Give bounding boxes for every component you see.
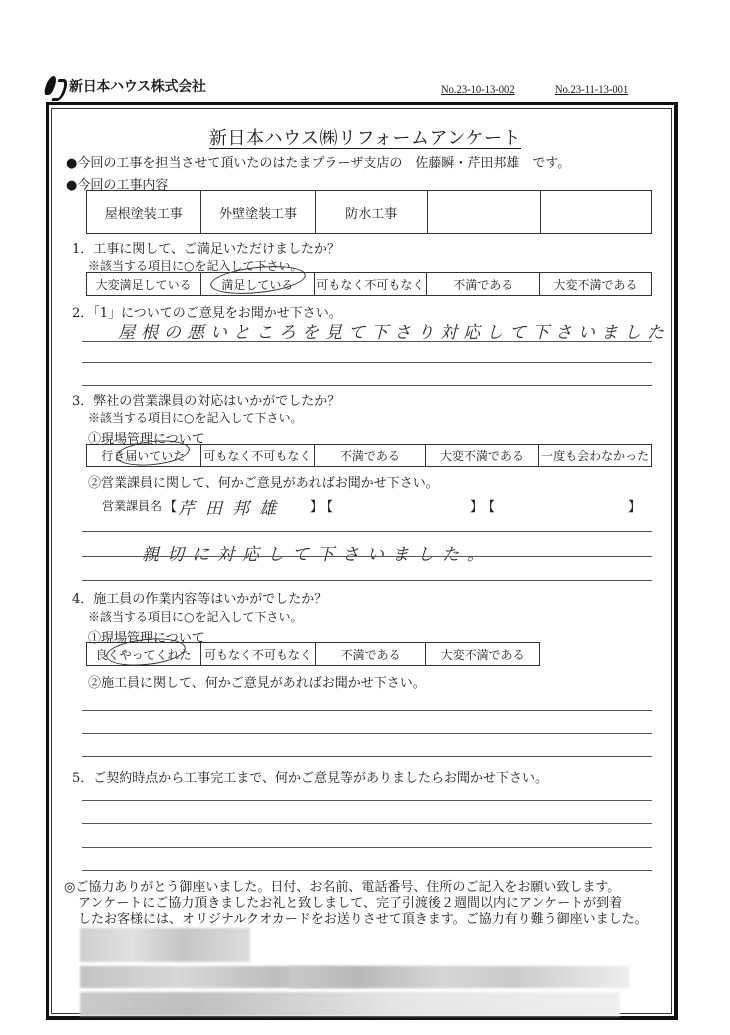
q4-note: ※該当する項目に○を記入して下さい。	[88, 610, 303, 624]
answer-line	[82, 341, 652, 342]
work-item: 外壁塗装工事	[201, 191, 315, 234]
answer-line	[82, 385, 652, 386]
q4-sub2: ②施工員に関して、何かご意見があればお聞かせ下さい。	[88, 676, 426, 691]
bracket-open: 【	[482, 500, 496, 515]
work-item	[427, 191, 540, 234]
doc-number-1: No.23-10-13-002	[441, 82, 515, 96]
work-items-table	[86, 190, 652, 234]
bracket-close: 】	[470, 500, 484, 515]
q1-note: ※該当する項目に○を記入して下さい。	[88, 259, 303, 273]
q4-option-selected[interactable]: 良くやってくれた	[87, 643, 201, 666]
q4-option[interactable]: 可もなく不可もなく	[201, 643, 316, 666]
q2-question: 2．「1」についてのご意見をお聞かせ下さい。	[72, 306, 342, 321]
work-item: 防水工事	[315, 191, 427, 234]
staff-label: 営業課員名	[102, 499, 163, 513]
q1-option[interactable]: 可もなく不可もなく	[314, 273, 427, 296]
q3-note: ※該当する項目に○を記入して下さい。	[88, 411, 303, 425]
bracket-close: 】	[310, 500, 324, 515]
company-logo	[44, 76, 206, 96]
q1-options-table	[86, 272, 652, 296]
footer-line-1: ◎ご協力ありがとう御座いました。日付、お名前、電話番号、住所のご記入をお願い致します。	[64, 880, 621, 895]
company-name: 新日本ハウス株式会社	[69, 79, 206, 95]
logo-mark-icon	[44, 76, 66, 96]
q3-sub1: ①現場管理について	[88, 432, 205, 447]
q2-handwritten-answer: 屋根の悪いところを見て下さり対応して下さいました	[118, 323, 670, 343]
q4-option[interactable]: 大変不満である	[426, 643, 540, 666]
answer-line	[82, 800, 652, 801]
q4-question: 4．施工員の作業内容等はいかがでしたか？	[72, 592, 328, 607]
q3-question: 3．弊社の営業課員の対応はいかがでしたか？	[72, 394, 341, 409]
answer-line	[82, 823, 652, 824]
q5-question: 5．ご契約時点から工事完工まで、何かご意見等がありましたらお聞かせ下さい。	[72, 771, 549, 786]
q3-option[interactable]: 大変不満である	[425, 445, 539, 467]
q1-option[interactable]: 不満である	[427, 273, 540, 296]
work-item: 屋根塗装工事	[87, 191, 201, 234]
q3-option[interactable]: 可もなく不可もなく	[200, 445, 315, 467]
footer-line-2: アンケートにご協力頂きましたお礼と致しまして、完了引渡後２週間以内にアンケートが到着	[78, 896, 623, 911]
q1-question: 1．工事に関して、ご満足いただけましたか？	[72, 242, 341, 257]
q1-option[interactable]: 大変満足している	[87, 273, 201, 296]
q1-option-selected[interactable]: 満足している	[201, 273, 314, 296]
answer-line	[82, 362, 652, 363]
footer-line-3: したお客様には、オリジナルクオカードをお送りさせて頂きます。ご協力有り難う御座いました。	[78, 912, 648, 927]
q4-option[interactable]: 不満である	[315, 643, 426, 666]
q3-sub2: ②営業課員に関して、何かご意見があればお聞かせ下さい。	[88, 476, 439, 491]
answer-line	[82, 870, 652, 871]
work-item	[540, 191, 651, 234]
answer-line	[82, 580, 652, 581]
q3-option[interactable]: 不満である	[315, 445, 425, 467]
bracket-open: 【	[164, 500, 178, 515]
redacted-phone-block	[290, 966, 630, 988]
q3-option-selected[interactable]: 行き届いていた	[87, 445, 201, 467]
answer-line	[82, 531, 652, 532]
answer-line	[82, 733, 652, 734]
answer-line	[82, 710, 652, 711]
form-title: 新日本ハウス㈱リフォームアンケート	[209, 128, 521, 149]
redacted-date-block	[80, 928, 250, 962]
bracket-open: 【	[320, 500, 334, 515]
staff-name-handwritten: 芹田邦雄	[178, 499, 286, 519]
q4-sub1: ①現場管理について	[88, 631, 205, 646]
doc-number-2: No.23-11-13-001	[555, 82, 629, 96]
answer-line	[82, 847, 652, 848]
intro-text: ●今回の工事を担当させて頂いたのはたまプラーザ支店の 佐藤瞬・芹田邦雄 です。	[66, 156, 571, 171]
q1-option[interactable]: 大変不満である	[540, 273, 652, 296]
q3-option[interactable]: 一度も会わなかった	[539, 445, 652, 467]
work-label: ●今回の工事内容	[66, 178, 169, 193]
redacted-address-block	[80, 992, 620, 1016]
q3-handwritten-answer: 親切に対応して下さいました。	[142, 545, 492, 565]
bracket-close: 】	[628, 500, 642, 515]
answer-line	[82, 756, 652, 757]
answer-line	[82, 556, 652, 557]
